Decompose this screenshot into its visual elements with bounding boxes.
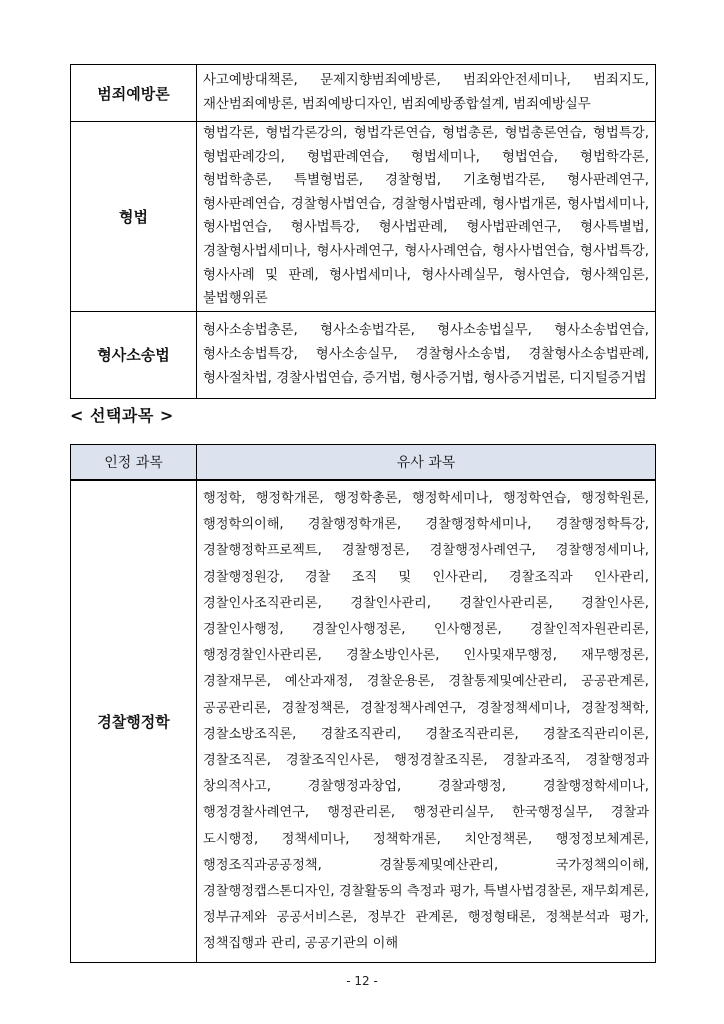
table-row bbox=[71, 122, 656, 312]
similar-subjects: 형사소송법총론, 형사소송법각론, 형사소송법실무, 형사소송법연습, 형사소송법특강, 형사소송실무, 경찰형사소송법, 경찰형사소송법판례, 형사절차법, 경찰사법연습, 증거법, 형사증거법, 형사증거법론, 디지털증거법 bbox=[197, 311, 656, 398]
header-recognized-subject: 인정 과목 bbox=[71, 445, 197, 481]
subject-table-continued bbox=[70, 64, 656, 399]
recognized-subject: 범죄예방론 bbox=[71, 65, 197, 122]
page-number: - 12 - bbox=[346, 974, 378, 988]
table-header-row bbox=[71, 445, 656, 481]
similar-subjects: 사고예방대책론, 문제지향범죄예방론, 범죄와안전세미나, 범죄지도, 재산범죄예방론, 범죄예방디자인, 범죄예방종합설계, 범죄예방실무 bbox=[197, 65, 656, 122]
recognized-subject: 형법 bbox=[71, 122, 197, 312]
recognized-subject: 형사소송법 bbox=[71, 311, 197, 398]
header-similar-subjects: 유사 과목 bbox=[197, 445, 656, 481]
similar-subjects: 형법각론, 형법각론강의, 형법각론연습, 형법총론, 형법총론연습, 형법특강, 형법판례강의, 형법판례연습, 형법세미나, 형법연습, 형법학각론, 형법학총론, 특별형법론, 경찰형법, 기초형법각론, 형사판례연구, 형사판례연습, 경찰형사법연습, 경찰형사법판례, 형사법개론, 형사법세미나, 형사법연습, 형사법특강, 형사법판례, 형사법판례연구, 형사특별법, 경찰형사법세미나, 형사사례연구, 형사사례연습, 형사사법연습, 형사법특강, 형사사례 및 판례, 형사법세미나, 형사사례실무, 형사연습, 형사책임론, 불법행위론 bbox=[197, 122, 656, 312]
table-row bbox=[71, 65, 656, 122]
elective-subject-table bbox=[70, 444, 656, 963]
similar-subjects: 행정학, 행정학개론, 행정학총론, 행정학세미나, 행정학연습, 행정학원론, 행정학의이해, 경찰행정학개론, 경찰행정학세미나, 경찰행정학특강, 경찰행정학프로젝트, 경찰행정론, 경찰행정사례연구, 경찰행정세미나, 경찰행정원강, 경찰 조직 및 인사관리, 경찰조직과 인사관리, 경찰인사조직관리론, 경찰인사관리, 경찰인사관리론, 경찰인사론, 경찰인사행정, 경찰인사행정론, 인사행정론, 경찰인적자원관리론, 행정경찰인사관리론, 경찰소방인사론, 인사및재무행정, 재무행정론, 경찰재무론, 예산과재정, 경찰운용론, 경찰통제및예산관리, 공공관계론, 공공관리론, 경찰정책론, 경찰정책사례연구, 경찰정책세미나, 경찰정책학, 경찰소방조직론, 경찰조직관리, 경찰조직관리론, 경찰조직관리이론, 경찰조직론, 경찰조직인사론, 행정경찰조직론, 경찰과조직, 경찰행정과 창의적사고, 경찰행정과창업, 경찰과행정, 경찰행정학세미나, 행정경찰사례연구, 행정관리론, 행정관리실무, 한국행정실무, 경찰과 도시행정, 정책세미나, 정책학개론, 치안정책론, 행정정보체계론, 행정조직과공공정책, 경찰통제및예산관리, 국가정책의이해, 경찰행정캡스톤디자인, 경찰활동의 측정과 평가, 특별사법경찰론, 재무회계론, 정부규제와 공공서비스론, 정부간 관계론, 행정형태론, 정책분석과 평가, 정책집행과 관리, 공공기관의 이해 bbox=[197, 480, 656, 962]
section-heading: < 선택과목 > bbox=[70, 406, 174, 425]
table-row bbox=[71, 480, 656, 962]
table-row bbox=[71, 311, 656, 398]
recognized-subject: 경찰행정학 bbox=[71, 480, 197, 962]
